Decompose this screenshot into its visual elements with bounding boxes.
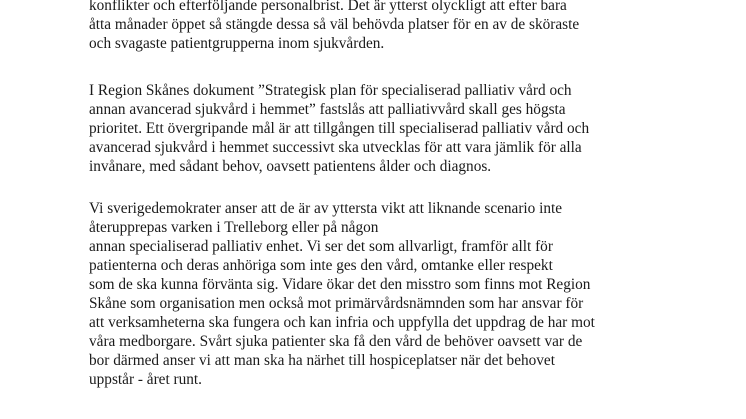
text-line: konflikter och efterföljande personalbrist. Det är ytterst olyckligt att efter bara	[89, 0, 567, 14]
text-line: våra medborgare. Svårt sjuka patienter ska få den vård de behöver oavsett var de	[89, 333, 583, 350]
text-line: återupprepas varken i Trelleborg eller på någon	[89, 219, 379, 236]
paragraph-3	[89, 199, 595, 389]
text-line: bor därmed anser vi att man ska ha närhet till hospiceplatser när det behovet	[89, 352, 555, 369]
text-line: prioritet. Ett övergripande mål är att tillgången till specialiserad palliativ vård och	[89, 120, 590, 137]
text-line: Vi sverigedemokrater anser att de är av yttersta vikt att liknande scenario inte	[89, 200, 563, 217]
text-line: annan specialiserad palliativ enhet. Vi ser det som allvarligt, framför allt för	[89, 238, 553, 255]
paragraph-2	[89, 81, 589, 176]
text-line: uppstår - året runt.	[89, 371, 202, 388]
text-line: annan avancerad sjukvård i hemmet” fastslås att palliativvård skall ges högsta	[89, 101, 566, 118]
text-line: patienterna och deras anhöriga som inte ges den vård, omtanke eller respekt	[89, 257, 553, 274]
text-line: och svagaste patientgrupperna inom sjukvården.	[89, 35, 385, 52]
text-line: som de ska kunna förvänta sig. Vidare ökar det den misstro som finns mot Region	[89, 276, 591, 293]
text-line: åtta månader öppet så stängde dessa så väl behövda platser för en av de sköraste	[89, 16, 580, 33]
paragraph-1	[89, 0, 579, 53]
text-line: att verksamheterna ska fungera och kan infria och uppfylla det uppdrag de har mot	[89, 314, 595, 331]
text-line: invånare, med sådant behov, oavsett patientens ålder och diagnos.	[89, 158, 492, 175]
text-line: avancerad sjukvård i hemmet successivt ska utvecklas för att vara jämlik för alla	[89, 139, 582, 156]
text-line: I Region Skånes dokument ”Strategisk plan för specialiserad palliativ vård och	[89, 82, 572, 99]
text-line: Skåne som organisation men också mot primärvårdsnämnden som har ansvar för	[89, 295, 584, 312]
